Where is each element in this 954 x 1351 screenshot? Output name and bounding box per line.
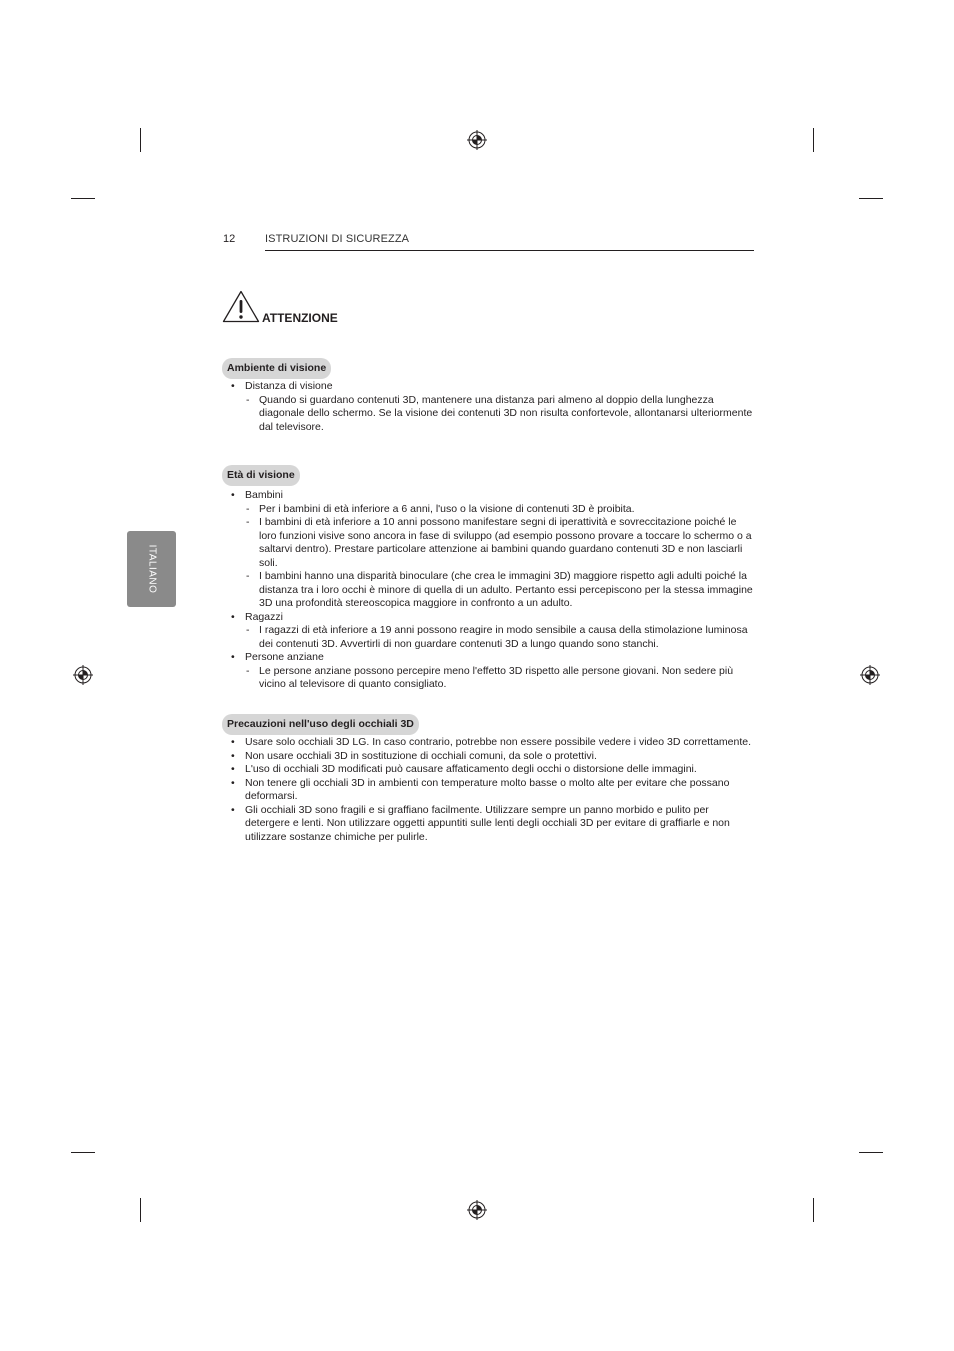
registration-mark-icon xyxy=(860,665,880,685)
list-item: • Non usare occhiali 3D in sostituzione di occhiali comuni, da sole o protettivi. xyxy=(222,750,754,764)
crop-mark xyxy=(140,128,141,152)
list-subitem: - Quando si guardano contenuti 3D, mantenere una distanza pari almeno al doppio della lunghezza diagonale dello schermo. Se la visione dei contenuti 3D non risulta confortevole, allontanarsi ulteriormente dal televisore. xyxy=(222,394,754,435)
section-list xyxy=(222,380,754,434)
crop-mark xyxy=(859,1152,883,1153)
list-item: • Usare solo occhiali 3D LG. In caso contrario, potrebbe non essere possibile vedere i video 3D correttamente. xyxy=(222,736,754,750)
section-heading: Età di visione xyxy=(222,465,300,486)
page-section-title: ISTRUZIONI DI SICUREZZA xyxy=(265,233,410,245)
section-heading: Ambiente di visione xyxy=(222,358,331,379)
list-item: • Bambini xyxy=(222,489,754,503)
list-item: • L'uso di occhiali 3D modificati può causare affaticamento degli occhi o distorsione delle immagini. xyxy=(222,763,754,777)
section-list xyxy=(222,736,754,844)
crop-mark xyxy=(71,1152,95,1153)
crop-mark xyxy=(140,1198,141,1222)
crop-mark xyxy=(71,198,95,199)
list-subitem: - Per i bambini di età inferiore a 6 anni, l'uso o la visione di contenuti 3D è proibita. xyxy=(222,503,754,517)
list-item: • Persone anziane xyxy=(222,651,754,665)
list-item: • Non tenere gli occhiali 3D in ambienti con temperature molto basse o molto alte per evitare che possano deformarsi. xyxy=(222,777,754,804)
list-subitem: - I bambini hanno una disparità binoculare (che crea le immagini 3D) maggiore rispetto agli adulti poiché la distanza tra i loro occhi è minore di quella di un adulto. Pertanto essi percepiscono per la stessa immagine 3D una profondità stereoscopica maggiore in confronto a un adulto. xyxy=(222,570,754,611)
registration-mark-icon xyxy=(467,130,487,150)
warning-triangle-icon xyxy=(222,290,260,323)
section-heading: Precauzioni nell'uso degli occhiali 3D xyxy=(222,714,419,735)
list-subitem: - Le persone anziane possono percepire meno l'effetto 3D rispetto alle persone giovani. Non sedere più vicino al televisore di quanto consigliato. xyxy=(222,665,754,692)
language-tab-label: ITALIANO xyxy=(146,544,157,594)
language-tab xyxy=(127,531,176,607)
crop-mark xyxy=(813,128,814,152)
list-subitem: - I ragazzi di età inferiore a 19 anni possono reagire in modo sensibile a causa della stimolazione luminosa dei contenuti 3D. Avvertirli di non guardare contenuti 3D a lungo quando sono stanchi. xyxy=(222,624,754,651)
crop-mark xyxy=(813,1198,814,1222)
list-item: • Ragazzi xyxy=(222,611,754,625)
section-list xyxy=(222,489,754,692)
registration-mark-icon xyxy=(73,665,93,685)
crop-mark xyxy=(859,198,883,199)
list-item: • Distanza di visione xyxy=(222,380,754,394)
page-number: 12 xyxy=(223,233,236,245)
header-divider xyxy=(265,250,754,251)
registration-mark-icon xyxy=(467,1200,487,1220)
list-subitem: - I bambini di età inferiore a 10 anni possono manifestare segni di iperattività e sovreccitazione poiché le loro funzioni visive sono ancora in fase di sviluppo (ad esempio possono provare a toccare lo schermo o a saltarvi dentro). Prestare particolare attenzione ai bambini quando guardano contenuti 3D e non lasciarli soli. xyxy=(222,516,754,570)
list-item: • Gli occhiali 3D sono fragili e si graffiano facilmente. Utilizzare sempre un panno morbido e pulito per detergere e lenti. Non utilizzare oggetti appuntiti sulle lenti degli occhiali 3D per evitare di graffiarle e non utilizzare sostanze chimiche per pulirle. xyxy=(222,804,754,845)
warning-title: ATTENZIONE xyxy=(262,311,338,325)
